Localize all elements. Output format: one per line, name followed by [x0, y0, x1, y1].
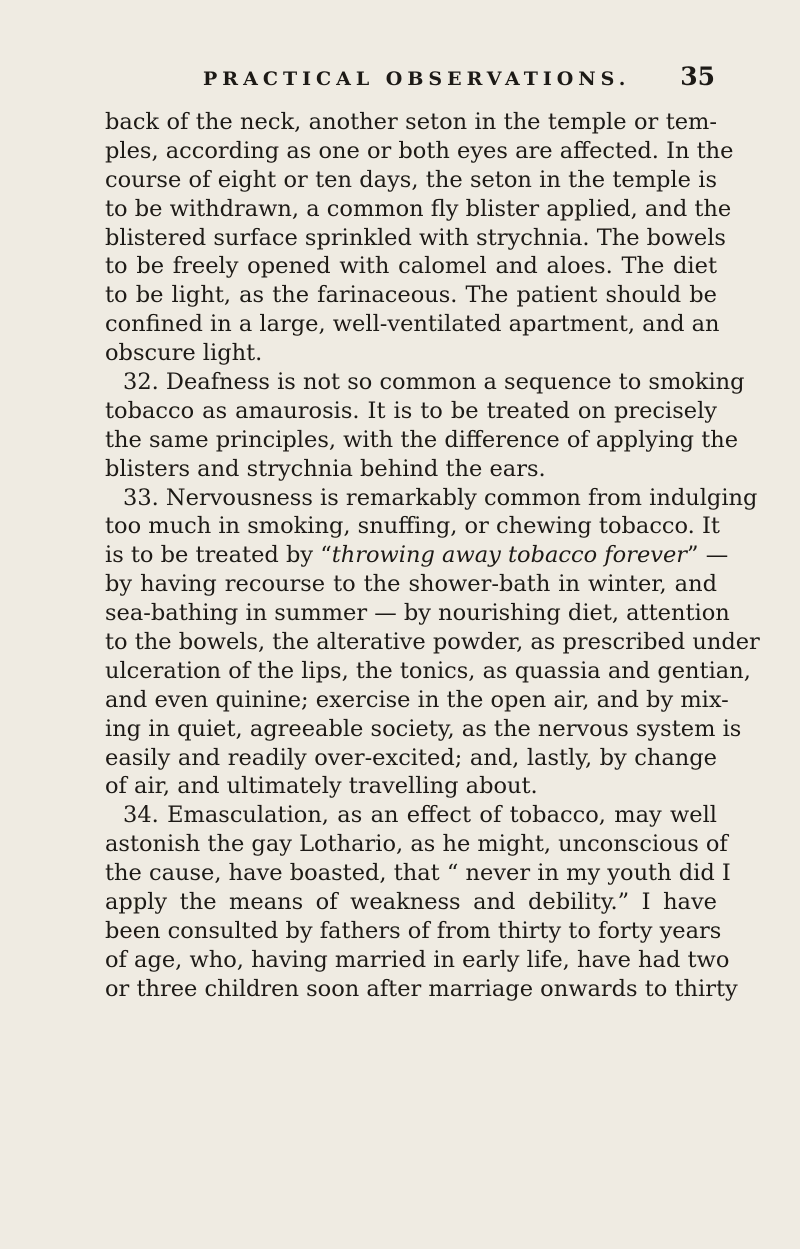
body-text — [105, 108, 760, 1004]
text-line: confined in a large, well-ventilated apartment, and an — [105, 311, 720, 338]
text-line: the same principles, with the difference of applying the — [105, 426, 739, 453]
text-segment: is to be treated by “ — [105, 542, 332, 569]
text-line: 34. Emasculation, as an effect of tobacco, may well — [123, 802, 717, 829]
text-line: sea-bathing in summer — by nourishing diet, attention — [105, 600, 730, 627]
text-line: and even quinine; exercise in the open air, and by mix- — [105, 686, 729, 713]
text-line: by having recourse to the shower-bath in winter, and — [105, 571, 717, 598]
text-line: obscure light. — [105, 340, 263, 367]
text-line: astonish the gay Lothario, as he might, unconscious of — [105, 831, 728, 858]
text-line: to the bowels, the alterative powder, as prescribed under — [105, 629, 760, 656]
text-line: to be light, as the farinaceous. The patient should be — [105, 282, 717, 309]
text-line: the cause, have boasted, that “ never in my youth did I — [105, 860, 731, 887]
page-number: 35 — [680, 62, 715, 91]
text-line: of air, and ultimately travelling about. — [105, 773, 538, 800]
text-line: blisters and strychnia behind the ears. — [105, 455, 546, 482]
text-line: to be freely opened with calomel and aloes. The diet — [105, 253, 717, 280]
text-line: 32. Deafness is not so common a sequence to smoking — [123, 369, 745, 396]
text-line: easily and readily over-excited; and, lastly, by change — [105, 744, 717, 771]
running-head: PRACTICAL OBSERVATIONS. — [203, 68, 631, 90]
italic-phrase: throwing away tobacco forever — [331, 542, 688, 569]
text-line: to be withdrawn, a common fly blister applied, and the — [105, 195, 732, 222]
text-line: or three children soon after marriage onwards to thirty — [105, 975, 738, 1002]
page-header — [105, 62, 715, 91]
text-line: back of the neck, another seton in the temple or tem- — [105, 109, 717, 135]
text-line: ulceration of the lips, the tonics, as quassia and gentian, — [105, 657, 751, 684]
text-line — [105, 541, 729, 570]
text-line: apply the means of weakness and debility.” I have — [105, 889, 717, 916]
text-line: 33. Nervousness is remarkably common from indulging — [123, 484, 758, 511]
text-line: blistered surface sprinkled with strychnia. The bowels — [105, 224, 726, 251]
text-line: tobacco as amaurosis. It is to be treated on precisely — [105, 397, 717, 424]
text-line: of age, who, having married in early life, have had two — [105, 946, 730, 973]
text-line: course of eight or ten days, the seton in the temple is — [105, 166, 717, 193]
text-segment: ” — — [687, 542, 729, 569]
text-line: been consulted by fathers of from thirty to forty years — [105, 917, 722, 944]
text-line: ples, according as one or both eyes are affected. In the — [105, 137, 734, 164]
text-line: too much in smoking, snuffing, or chewing tobacco. It — [105, 513, 720, 540]
text-line: ing in quiet, agreeable society, as the nervous system is — [105, 715, 742, 742]
